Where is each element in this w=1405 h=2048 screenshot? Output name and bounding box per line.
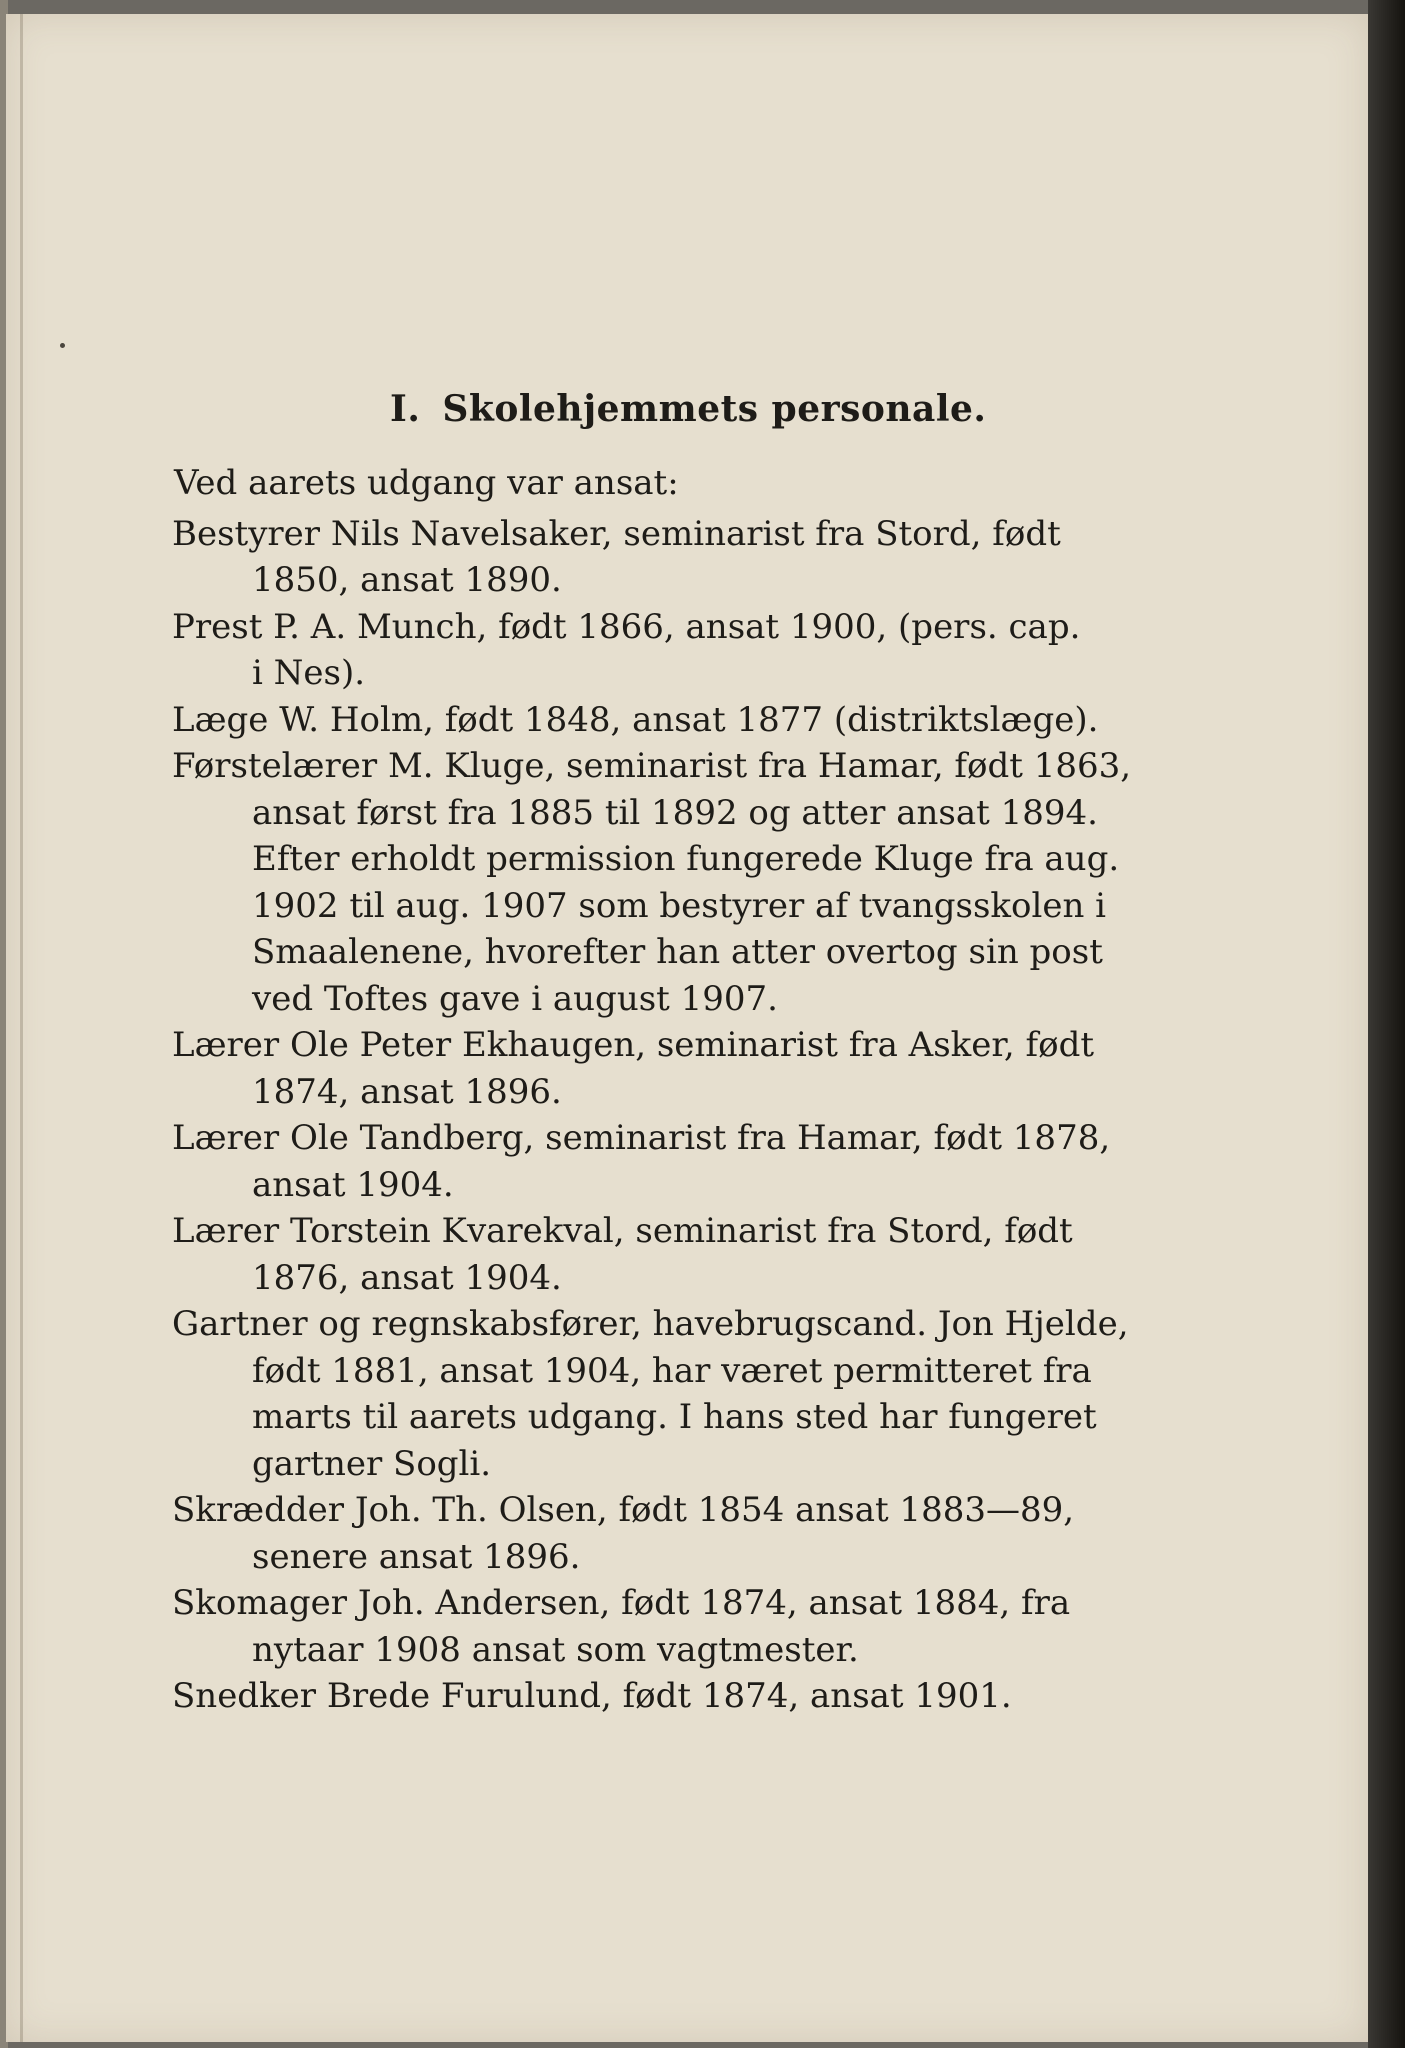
entry-first-line: Førstelærer M. Kluge, seminarist fra Hamar, født 1863, (172, 746, 1132, 786)
entry-first-line: Lærer Ole Tandberg, seminarist fra Hamar, født 1878, (172, 1118, 1111, 1158)
entry-continuation-line: 1876, ansat 1904. (252, 1257, 562, 1298)
entry-continuation-line: marts til aarets udgang. I hans sted har fungeret (252, 1397, 1097, 1437)
section-number: I. (390, 388, 421, 430)
staff-entry (172, 743, 1152, 1022)
section-title: Skolehjemmets personale. (442, 388, 987, 430)
staff-entry (172, 1115, 1152, 1208)
staff-entry (172, 604, 1152, 697)
fold-shadow (20, 14, 23, 2042)
entry-first-line: Læge W. Holm, født 1848, ansat 1877 (distriktslæge). (172, 699, 1099, 740)
intro-text: Ved aarets udgang var ansat: (174, 463, 679, 503)
entry-first-line: Lærer Torstein Kvarekval, seminarist fra Stord, født (172, 1211, 1073, 1251)
entry-continuation-line: Smaalenene, hvorefter han atter overtog sin post (252, 932, 1103, 972)
staff-entry (172, 1580, 1152, 1673)
entry-continuation-line: Efter erholdt permission fungerede Kluge fra aug. (252, 839, 1120, 879)
entry-continuation-line: i Nes). (252, 653, 366, 693)
staff-entry (172, 697, 1152, 744)
page-right-edge (1368, 0, 1405, 2048)
entry-continuation-line: 1874, ansat 1896. (252, 1071, 562, 1112)
entry-first-line: Skomager Joh. Andersen, født 1874, ansat 1884, fra (172, 1583, 1071, 1623)
entry-continuation-line: gartner Sogli. (252, 1443, 492, 1484)
entry-first-line: Snedker Brede Furulund, født 1874, ansat 1901. (172, 1676, 1012, 1716)
entry-continuation-line: født 1881, ansat 1904, har været permitteret fra (252, 1350, 1092, 1391)
entry-continuation-line: 1902 til aug. 1907 som bestyrer af tvangsskolen i (252, 885, 1107, 926)
section-heading (390, 388, 986, 430)
entry-first-line: Lærer Ole Peter Ekhaugen, seminarist fra Asker, født (172, 1025, 1095, 1065)
entry-first-line: Skrædder Joh. Th. Olsen, født 1854 ansat 1883—89, (172, 1490, 1075, 1530)
entries (172, 511, 1152, 1720)
staff-entry (172, 1022, 1152, 1115)
entry-continuation-line: ansat 1904. (252, 1164, 454, 1205)
staff-entry (172, 1487, 1152, 1580)
entry-continuation-line: 1850, ansat 1890. (252, 560, 562, 600)
ink-dot (60, 343, 65, 348)
entry-continuation-line: ansat først fra 1885 til 1892 og atter ansat 1894. (252, 792, 1098, 833)
staff-entry (172, 1208, 1152, 1301)
entry-first-line: Gartner og regnskabsfører, havebrugscand. Jon Hjelde, (172, 1304, 1129, 1344)
entry-continuation-line: senere ansat 1896. (252, 1536, 581, 1577)
entry-first-line: Prest P. A. Munch, født 1866, ansat 1900, (pers. cap. (172, 606, 1081, 647)
entry-first-line: Bestyrer Nils Navelsaker, seminarist fra Stord, født (172, 513, 1061, 554)
staff-entry (172, 511, 1152, 604)
intro-line (172, 460, 1152, 507)
staff-list (172, 460, 1152, 1720)
entry-continuation-line: ved Toftes gave i august 1907. (252, 978, 778, 1019)
entry-continuation-line: nytaar 1908 ansat som vagtmester. (252, 1629, 859, 1670)
staff-entry (172, 1673, 1152, 1720)
staff-entry (172, 1301, 1152, 1487)
